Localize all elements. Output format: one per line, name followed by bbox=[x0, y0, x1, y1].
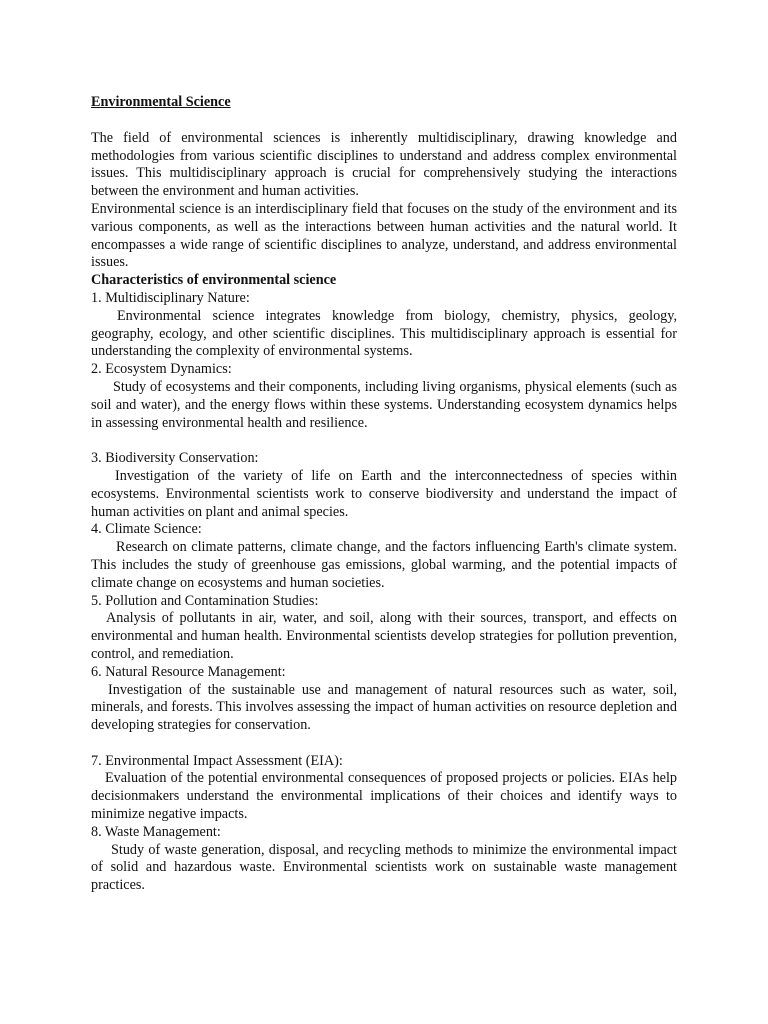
item-body: Research on climate patterns, climate change, and the factors influencing Earth's climate system. This includes the study of greenhouse gas emissions, global warming, and the potential impacts of climate change on ecosystems and human societies. bbox=[91, 539, 677, 591]
spacer bbox=[91, 432, 677, 450]
item-body: Analysis of pollutants in air, water, and soil, along with their sources, transport, and effects on environmental and human health. Environmental scientists develop strategies for pollution prevention, control, and remediation. bbox=[91, 610, 677, 662]
list-item-waste bbox=[91, 824, 677, 895]
item-title: 2. Ecosystem Dynamics: bbox=[91, 361, 232, 378]
item-title: 5. Pollution and Contamination Studies: bbox=[91, 592, 319, 609]
document-title: Environmental Science bbox=[91, 94, 231, 110]
list-item-ecosystem bbox=[91, 361, 677, 432]
list-item-natural-resource bbox=[91, 664, 677, 735]
item-title: 3. Biodiversity Conservation: bbox=[91, 450, 259, 467]
item-title: 8. Waste Management: bbox=[91, 823, 221, 840]
item-body: Investigation of the variety of life on Earth and the interconnectedness of species within ecosystems. Environmental scientists work to conserve biodiversity and understand the impact of human activities on plant and animal species. bbox=[91, 467, 677, 520]
list-item-climate bbox=[91, 521, 677, 592]
intro-paragraph-1: The field of environmental sciences is inherently multidisciplinary, drawing knowledge and methodologies from various scientific disciplines to understand and address complex environmental issues. This multidisciplinary approach is crucial for comprehensively studying the interactions between the environment and human activities. bbox=[91, 129, 677, 200]
spacer bbox=[91, 112, 677, 130]
item-body: Study of ecosystems and their components, including living organisms, physical elements (such as soil and water), and the energy flows within these systems. Understanding ecosystem dynamics helps in assessing environmental health and resilience. bbox=[91, 378, 677, 431]
item-title: 6. Natural Resource Management: bbox=[91, 663, 286, 680]
list-item-multidisciplinary bbox=[91, 290, 677, 361]
section-heading: Characteristics of environmental science bbox=[91, 272, 337, 289]
item-title: 1. Multidisciplinary Nature: bbox=[91, 289, 250, 306]
intro-paragraph-2: Environmental science is an interdisciplinary field that focuses on the study of the environment and its various components, as well as the interactions between human activities and the natural world. It encompasses a wide range of scientific disciplines to analyze, understand, and address environmental issues. bbox=[91, 200, 677, 271]
item-body: Study of waste generation, disposal, and recycling methods to minimize the environmental impact of solid and hazardous waste. Environmental scientists work on sustainable waste management practices. bbox=[91, 841, 677, 894]
item-title: 7. Environmental Impact Assessment (EIA): bbox=[91, 752, 343, 769]
spacer bbox=[91, 735, 677, 753]
item-title: 4. Climate Science: bbox=[91, 521, 202, 538]
list-item-biodiversity bbox=[91, 450, 677, 521]
item-body: Evaluation of the potential environmental consequences of proposed projects or policies. EIAs help decisionmakers understand the environmental implications of their choices and identify ways to minimize negative impacts. bbox=[91, 770, 677, 823]
item-body: Investigation of the sustainable use and management of natural resources such as water, soil, minerals, and forests. This involves assessing the impact of human activities on resource depletion and developing strategies for conservation. bbox=[91, 681, 677, 734]
list-item-eia bbox=[91, 753, 677, 824]
item-body: Environmental science integrates knowledge from biology, chemistry, physics, geology, geography, ecology, and other scientific disciplines. This multidisciplinary approach is essential for understanding the complexity of environmental systems. bbox=[91, 307, 677, 360]
list-item-pollution bbox=[91, 593, 677, 664]
